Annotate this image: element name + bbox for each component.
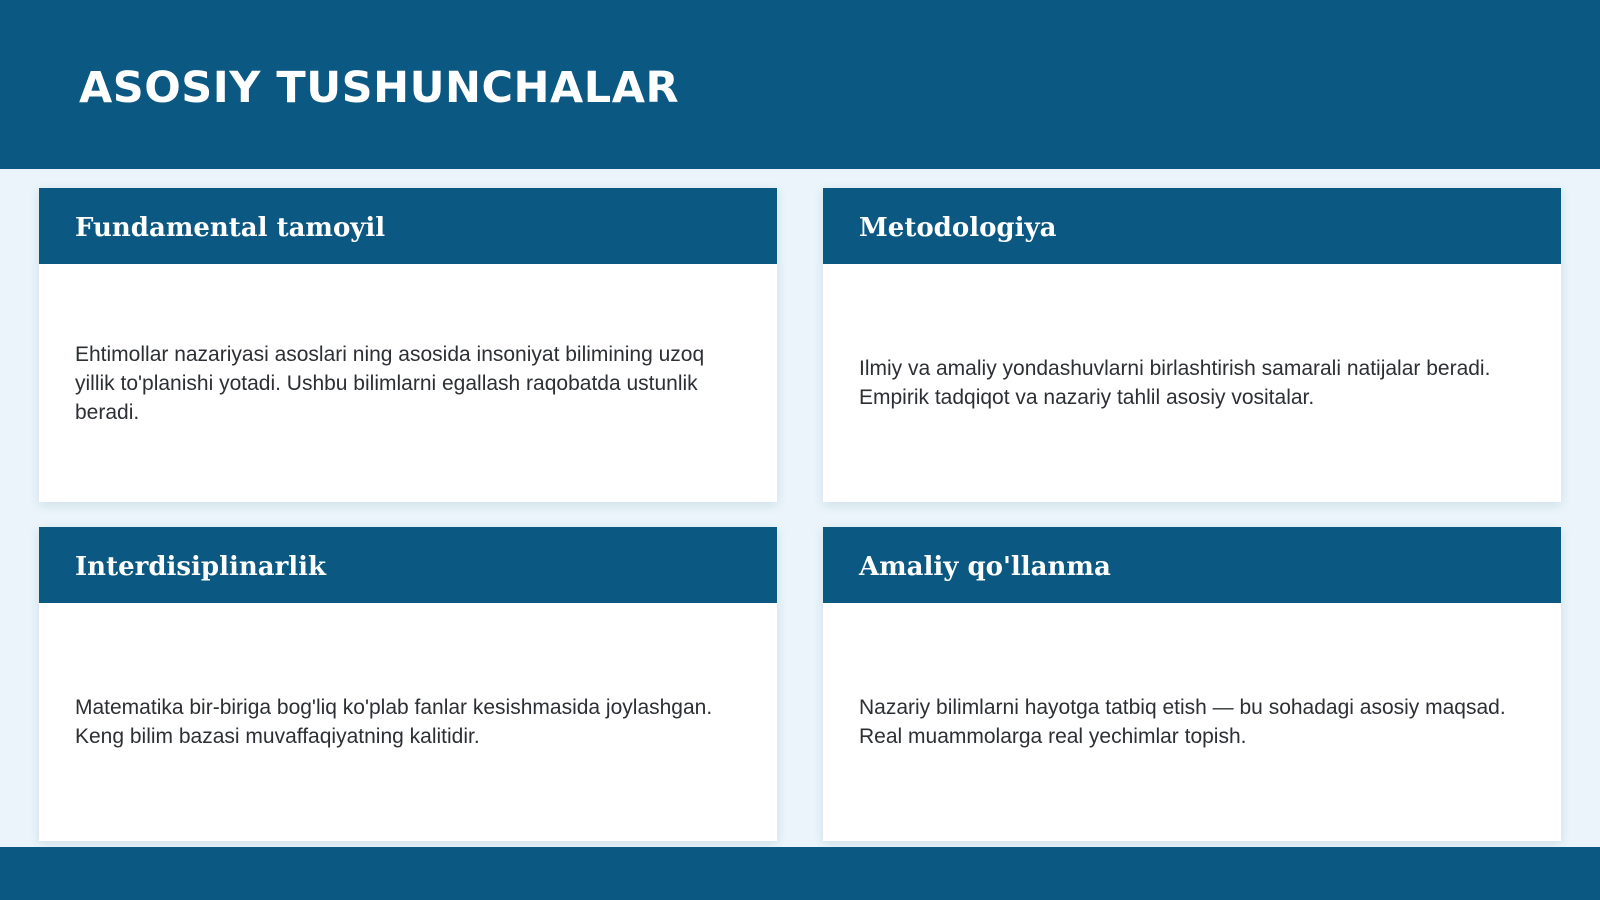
card-body (39, 603, 777, 841)
card-title: Interdisiplinarlik (75, 552, 327, 582)
card-body (823, 603, 1561, 841)
concept-card-interdisiplinarlik (39, 527, 777, 841)
concept-card-fundamental (39, 188, 777, 502)
card-text: Nazariy bilimlarni hayotga tatbiq etish — bu sohadagi asosiy maqsad. Real muammolarga real yechimlar topish. (859, 696, 1506, 748)
slide-header (0, 0, 1600, 169)
card-text: Matematika bir-biriga bog'liq ko'plab fanlar kesishmasida joylashgan. Keng bilim bazasi muvaffaqiyatning kalitidir. (75, 696, 713, 748)
card-header (39, 188, 777, 264)
concept-card-metodologiya (823, 188, 1561, 502)
card-body (823, 264, 1561, 502)
card-header (823, 527, 1561, 603)
card-header (39, 527, 777, 603)
card-header (823, 188, 1561, 264)
slide-footer (0, 847, 1600, 900)
slide-title: ASOSIY TUSHUNCHALAR (79, 63, 680, 113)
card-title: Amaliy qo'llanma (859, 552, 1111, 582)
card-title: Metodologiya (859, 213, 1057, 243)
card-text: Ilmiy va amaliy yondashuvlarni birlashtirish samarali natijalar beradi. Empirik tadqiqot va nazariy tahlil asosiy vositalar. (859, 357, 1491, 409)
card-body (39, 264, 777, 502)
concept-card-amaliy (823, 527, 1561, 841)
card-title: Fundamental tamoyil (75, 213, 386, 243)
card-text: Ehtimollar nazariyasi asoslari ning asosida insoniyat bilimining uzoq yillik to'planishi yotadi. Ushbu bilimlarni egallash raqobatda ustunlik beradi. (75, 342, 705, 424)
